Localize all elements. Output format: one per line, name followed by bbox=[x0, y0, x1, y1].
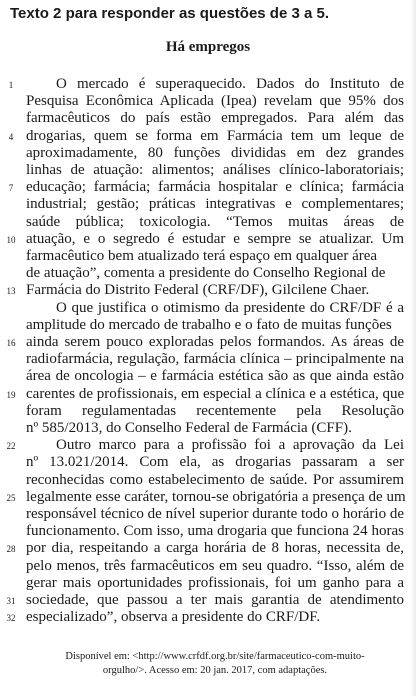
text-line: por dia, respeitando a carga horária de 8 horas, necessita de, bbox=[26, 540, 404, 557]
text-line: O mercado é superaquecido. Dados do Instituto de bbox=[56, 76, 404, 92]
text-line: radiofarmácia, regulação, farmácia clínica – principalmente na bbox=[26, 351, 404, 368]
text-line: industrial; gestão; práticas integrativas e complementares; bbox=[26, 196, 404, 213]
text-line: atuação, e o segredo é estudar e sempre se atualizar. Um bbox=[26, 230, 404, 247]
line-number: 31 bbox=[6, 596, 16, 606]
line-number: 1 bbox=[8, 80, 14, 90]
text-title: Há empregos bbox=[165, 39, 251, 55]
text-line: Farmácia do Distrito Federal (CRF/DF), Gilcilene Chaer. bbox=[26, 282, 370, 299]
text-line: área de oncologia – e farmácia estética são as que ainda estão bbox=[26, 368, 404, 385]
text-line: farmacêuticos do país estão empregados. Para além das bbox=[26, 110, 404, 127]
question-header: Texto 2 para responder as questões de 3 a 5. bbox=[10, 5, 330, 22]
line-number: 10 bbox=[6, 234, 16, 245]
text-line: pelo menos, três farmacêuticos em seu quadro. “Isso, além de bbox=[26, 557, 404, 574]
text-line: aproximadamente, 80 funções divididas em dez grandes bbox=[26, 144, 404, 161]
text-line: sociedade, que passou a ter mais garantia de atendimento bbox=[26, 592, 404, 608]
line-number: 32 bbox=[6, 613, 16, 624]
line-number: 4 bbox=[8, 131, 14, 142]
text-line: nº 13.021/2014. Com ela, as drogarias passaram a ser bbox=[26, 454, 404, 471]
line-number: 16 bbox=[6, 338, 16, 348]
text-line: drogarias, quem se forma em Farmácia tem um leque de bbox=[26, 127, 404, 144]
line-number: 13 bbox=[6, 286, 16, 297]
source-line: orgulho/>. Acesso em: 20 jan. 2017, com adaptações. bbox=[102, 665, 328, 676]
line-number: 22 bbox=[6, 441, 16, 452]
text-line: de atuação”, comenta a presidente do Conselho Regional de bbox=[26, 265, 386, 282]
source-citation bbox=[20, 650, 410, 678]
text-line: responsável técnico de nível superior durante todo o horário de bbox=[26, 506, 404, 522]
text-line: carentes de profissionais, em especial a clínica e a estética, que bbox=[26, 385, 405, 402]
line-number: 25 bbox=[6, 492, 16, 503]
source-line: Disponível em: <http://www.crfdf.org.br/site/farmaceutico-com-muito- bbox=[65, 651, 365, 662]
text-line: ainda serem pouco exploradas pelos formandos. As áreas de bbox=[26, 334, 404, 350]
text-line: linhas de atuação: alimentos; análises clínico-laboratoriais; bbox=[26, 162, 404, 178]
text-line: nº 585/2013, do Conselho Federal de Farmácia (CFF). bbox=[26, 420, 352, 436]
text-line: farmacêutico bem atualizado terá espaço em qualquer área bbox=[26, 248, 378, 264]
text-line: gerar mais oportunidades profissionais, foi um ganho para a bbox=[26, 574, 404, 591]
text-line: legalmente esse caráter, tornou-se obrigatória a presença de um bbox=[26, 488, 406, 505]
line-number: 28 bbox=[6, 544, 16, 555]
page-edge-shadow bbox=[410, 0, 416, 696]
text-line: educação; farmácia; farmácia hospitalar e clínica; farmácia bbox=[26, 179, 404, 196]
line-number: 7 bbox=[8, 183, 14, 194]
text-line: amplitude do mercado de trabalho e o fato de muitas funções bbox=[26, 316, 392, 333]
line-number: 19 bbox=[6, 389, 16, 400]
text-line: reconhecidas como estabelecimento de saúde. Por assumirem bbox=[26, 471, 404, 488]
text-line: O que justifica o otimismo da presidente do CRF/DF é a bbox=[56, 299, 404, 316]
text-line: especializado”, observa a presidente do CRF/DF. bbox=[26, 609, 321, 626]
text-line: saúde pública; toxicologia. “Temos muitas áreas de bbox=[26, 213, 404, 230]
text-line: funcionamento. Com isso, uma drogaria que funciona 24 horas bbox=[26, 523, 404, 540]
text-line: foram regulamentadas recentemente pela Resolução bbox=[26, 402, 404, 419]
text-line: Pesquisa Econômica Aplicada (Ipea) revelam que 95% dos bbox=[26, 93, 404, 110]
text-line: Outro marco para a profissão foi a aprovação da Lei bbox=[56, 437, 404, 454]
